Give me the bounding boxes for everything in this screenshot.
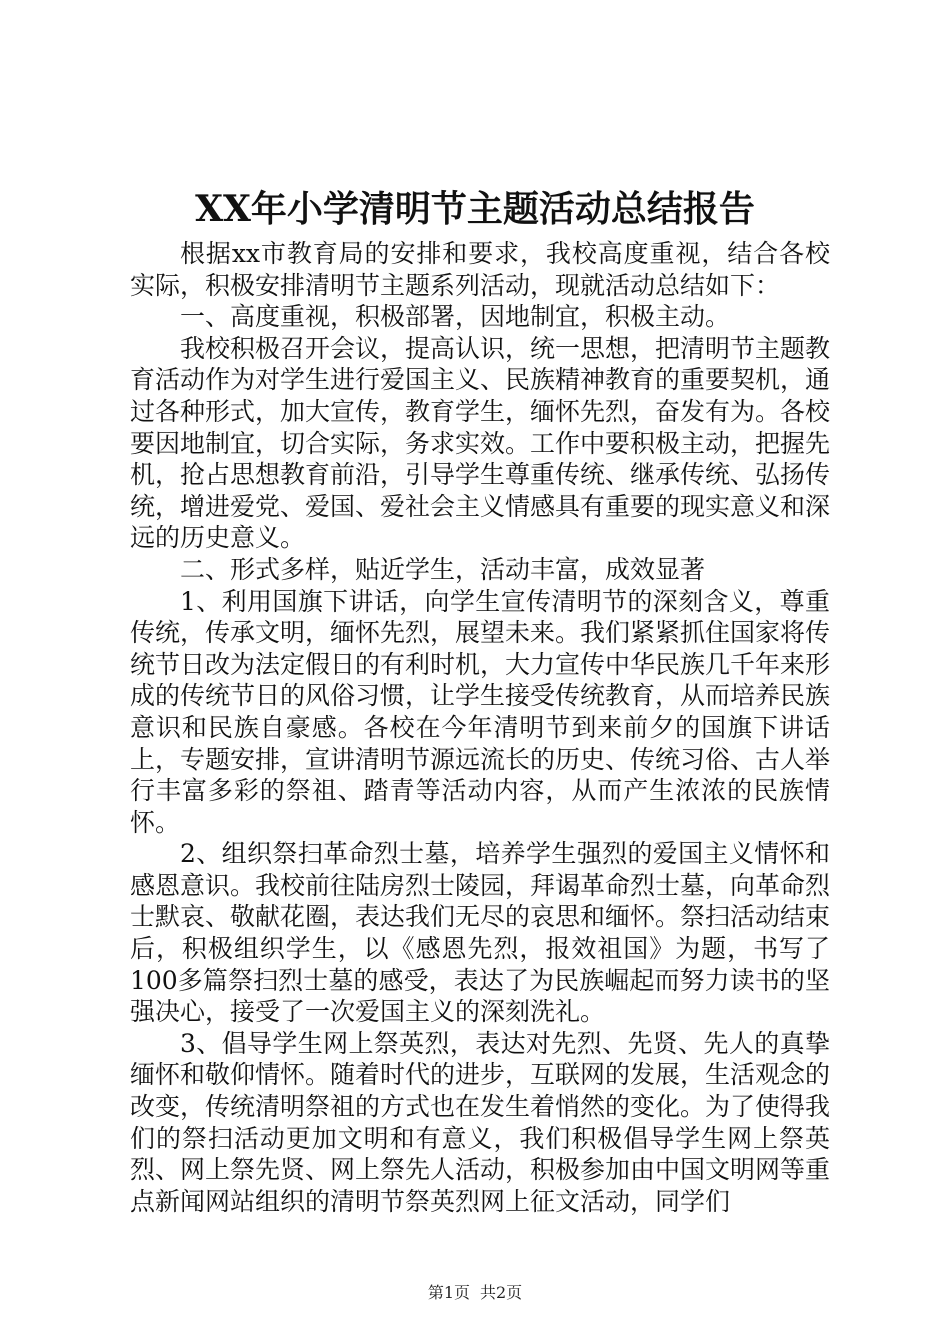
paragraph-item-1: 1、利用国旗下讲话，向学生宣传清明节的深刻含义，尊重传统，传承文明，缅怀先烈，展望未来。我们紧紧抓住国家将传统节日改为法定假日的有利时机，大力宣传中华民族几千年来形成的传统节日的风俗习惯，让学生接受传统教育，从而培养民族意识和民族自豪感。各校在今年清明节到来前夕的国旗下讲话上，专题安排，宣讲清明节源远流长的历史、传统习俗、古人举行丰富多彩的祭祖、踏青等活动内容，从而产生浓浓的民族情怀。 — [130, 586, 831, 837]
paragraph-item-2: 2、组织祭扫革命烈士墓，培养学生强烈的爱国主义情怀和感恩意识。我校前往陆房烈士陵园，拜谒革命烈士墓，向革命烈士默哀、敬献花圈，表达我们无尽的哀思和缅怀。祭扫活动结束后，积极组织学生，以《感恩先烈，报效祖国》为题，书写了100多篇祭扫烈士墓的感受，表达了为民族崛起而努力读书的坚强决心，接受了一次爱国主义的深刻洗礼。 — [130, 839, 831, 1027]
paragraph-item-3: 3、倡导学生网上祭英烈，表达对先烈、先贤、先人的真挚缅怀和敬仰情怀。随着时代的进步，互联网的发展，生活观念的改变，传统清明祭祖的方式也在发生着悄然的变化。为了使得我们的祭扫活动更加文明和有意义，我们积极倡导学生网上祭英烈、网上祭先贤、网上祭先人活动，积极参加由中国文明网等重点新闻网站组织的清明节祭英烈网上征文活动，同学们 — [130, 1028, 831, 1216]
section-heading-2: 二、形式多样，贴近学生，活动丰富，成效显著 — [180, 554, 706, 584]
paragraph-intro: 根据xx市教育局的安排和要求，我校高度重视，结合各校实际，积极安排清明节主题系列活动，现就活动总结如下： — [130, 239, 830, 300]
page-number: 第1页 — [427, 1283, 470, 1302]
page-total: 共2页 — [480, 1283, 523, 1302]
document-title: XX年小学清明节主题活动总结报告 — [195, 188, 755, 230]
document-body — [130, 238, 830, 1217]
section-heading-1: 一、高度重视，积极部署，因地制宜，积极主动。 — [180, 302, 731, 332]
page-footer — [0, 1283, 950, 1303]
paragraph-section-1: 我校积极召开会议，提高认识，统一思想，把清明节主题教育活动作为对学生进行爱国主义、民族精神教育的重要契机，通过各种形式，加大宣传，教育学生，缅怀先烈，奋发有为。各校要因地制宜，切合实际，务求实效。工作中要积极主动，把握先机，抢占思想教育前沿，引导学生尊重传统、继承传统、弘扬传统，增进爱党、爱国、爱社会主义情感具有重要的现实意义和深远的历史意义。 — [130, 333, 831, 553]
